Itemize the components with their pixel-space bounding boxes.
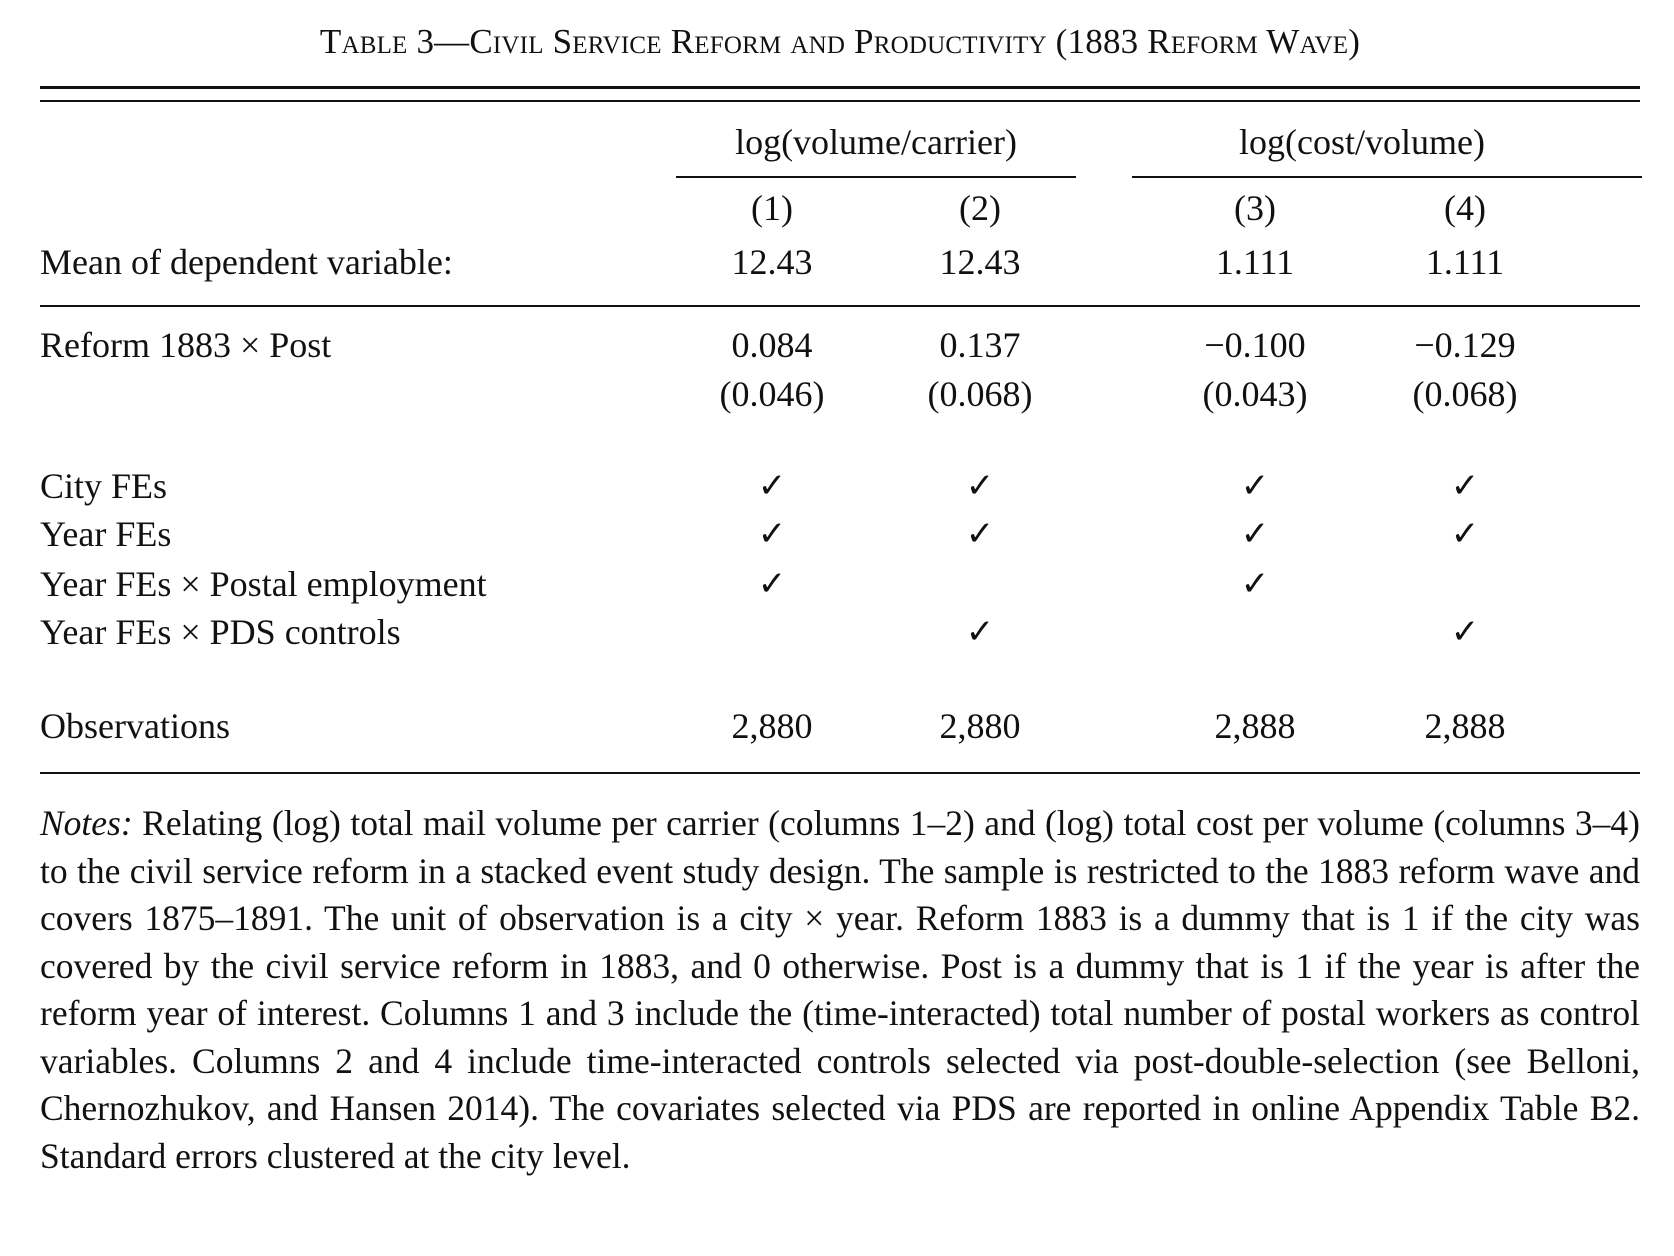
bottom-rule: [40, 772, 1640, 774]
checkmark-icon: ✓: [1450, 514, 1480, 554]
table-notes: [40, 800, 1640, 1180]
checkmark-icon: ✓: [757, 514, 787, 554]
mean-row-label: Mean of dependent variable:: [40, 242, 453, 282]
table-page: [40, 0, 1640, 1256]
mean-value-4: 1.111: [1425, 242, 1505, 282]
top-rule-1: [40, 86, 1640, 89]
control-label-year-fes-pds: Year FEs × PDS controls: [40, 612, 401, 652]
checkmark-icon: ✓: [965, 514, 995, 554]
group-rule-left: [676, 176, 1076, 178]
observations-4: 2,888: [1424, 706, 1506, 746]
coef-row-label: Reform 1883 × Post: [40, 325, 332, 365]
std-error-3: (0.043): [1202, 374, 1308, 414]
notes-text: Relating (log) total mail volume per carrier (columns 1–2) and (log) total cost per volume (columns 3–4) to the civil service reform in a stacked event study design. The sample is restricted to the 1883 reform wave and covers 1875–1891. The unit of observation is a city × year. Reform 1883 is a dummy that is 1 if the city was covered by the civil service reform in 1883, and 0 otherwise. Post is a dummy that is 1 if the year is after the reform year of interest. Columns 1 and 3 include the (time-interacted) total number of postal workers as control variables. Columns 2 and 4 include time-interacted controls selected via post-double-selection (see Belloni, Chernozhukov, and Hansen 2014). The covariates selected via PDS are reported in online Appendix Table B2. Standard errors clustered at the city level.: [40, 803, 1640, 1176]
group-rule-right: [1132, 176, 1642, 178]
group-header-volume-carrier: log(volume/carrier): [735, 122, 1017, 162]
column-number-2: (2): [959, 188, 1001, 228]
checkmark-icon: ✓: [1450, 612, 1480, 652]
std-error-4: (0.068): [1412, 374, 1518, 414]
column-number-3: (3): [1234, 188, 1276, 228]
column-number-1: (1): [751, 188, 793, 228]
std-error-2: (0.068): [927, 374, 1033, 414]
checkmark-icon: ✓: [1240, 466, 1270, 506]
group-header-cost-volume: log(cost/volume): [1239, 122, 1485, 162]
checkmark-icon: ✓: [965, 466, 995, 506]
checkmark-icon: ✓: [1240, 564, 1270, 604]
notes-lead: Notes:: [40, 803, 133, 843]
checkmark-icon: ✓: [1450, 466, 1480, 506]
mean-value-2: 12.43: [939, 242, 1021, 282]
control-label-city-fes: City FEs: [40, 466, 168, 506]
control-label-year-fes: Year FEs: [40, 514, 172, 554]
column-number-4: (4): [1444, 188, 1486, 228]
checkmark-icon: ✓: [757, 564, 787, 604]
observations-2: 2,880: [939, 706, 1021, 746]
mid-rule: [40, 305, 1640, 307]
std-error-1: (0.046): [719, 374, 825, 414]
checkmark-icon: ✓: [1240, 514, 1270, 554]
checkmark-icon: ✓: [965, 612, 995, 652]
observations-3: 2,888: [1214, 706, 1296, 746]
observations-label: Observations: [40, 706, 230, 746]
observations-1: 2,880: [731, 706, 813, 746]
estimate-3: −0.100: [1204, 325, 1306, 365]
estimate-4: −0.129: [1414, 325, 1516, 365]
checkmark-icon: ✓: [757, 466, 787, 506]
table-title: Table 3—Civil Service Reform and Productivity (1883 Reform Wave): [319, 22, 1361, 61]
estimate-1: 0.084: [731, 325, 813, 365]
mean-value-1: 12.43: [731, 242, 813, 282]
estimate-2: 0.137: [939, 325, 1021, 365]
mean-value-3: 1.111: [1215, 242, 1295, 282]
control-label-year-fes-postal: Year FEs × Postal employment: [40, 564, 487, 604]
top-rule-2: [40, 100, 1640, 102]
